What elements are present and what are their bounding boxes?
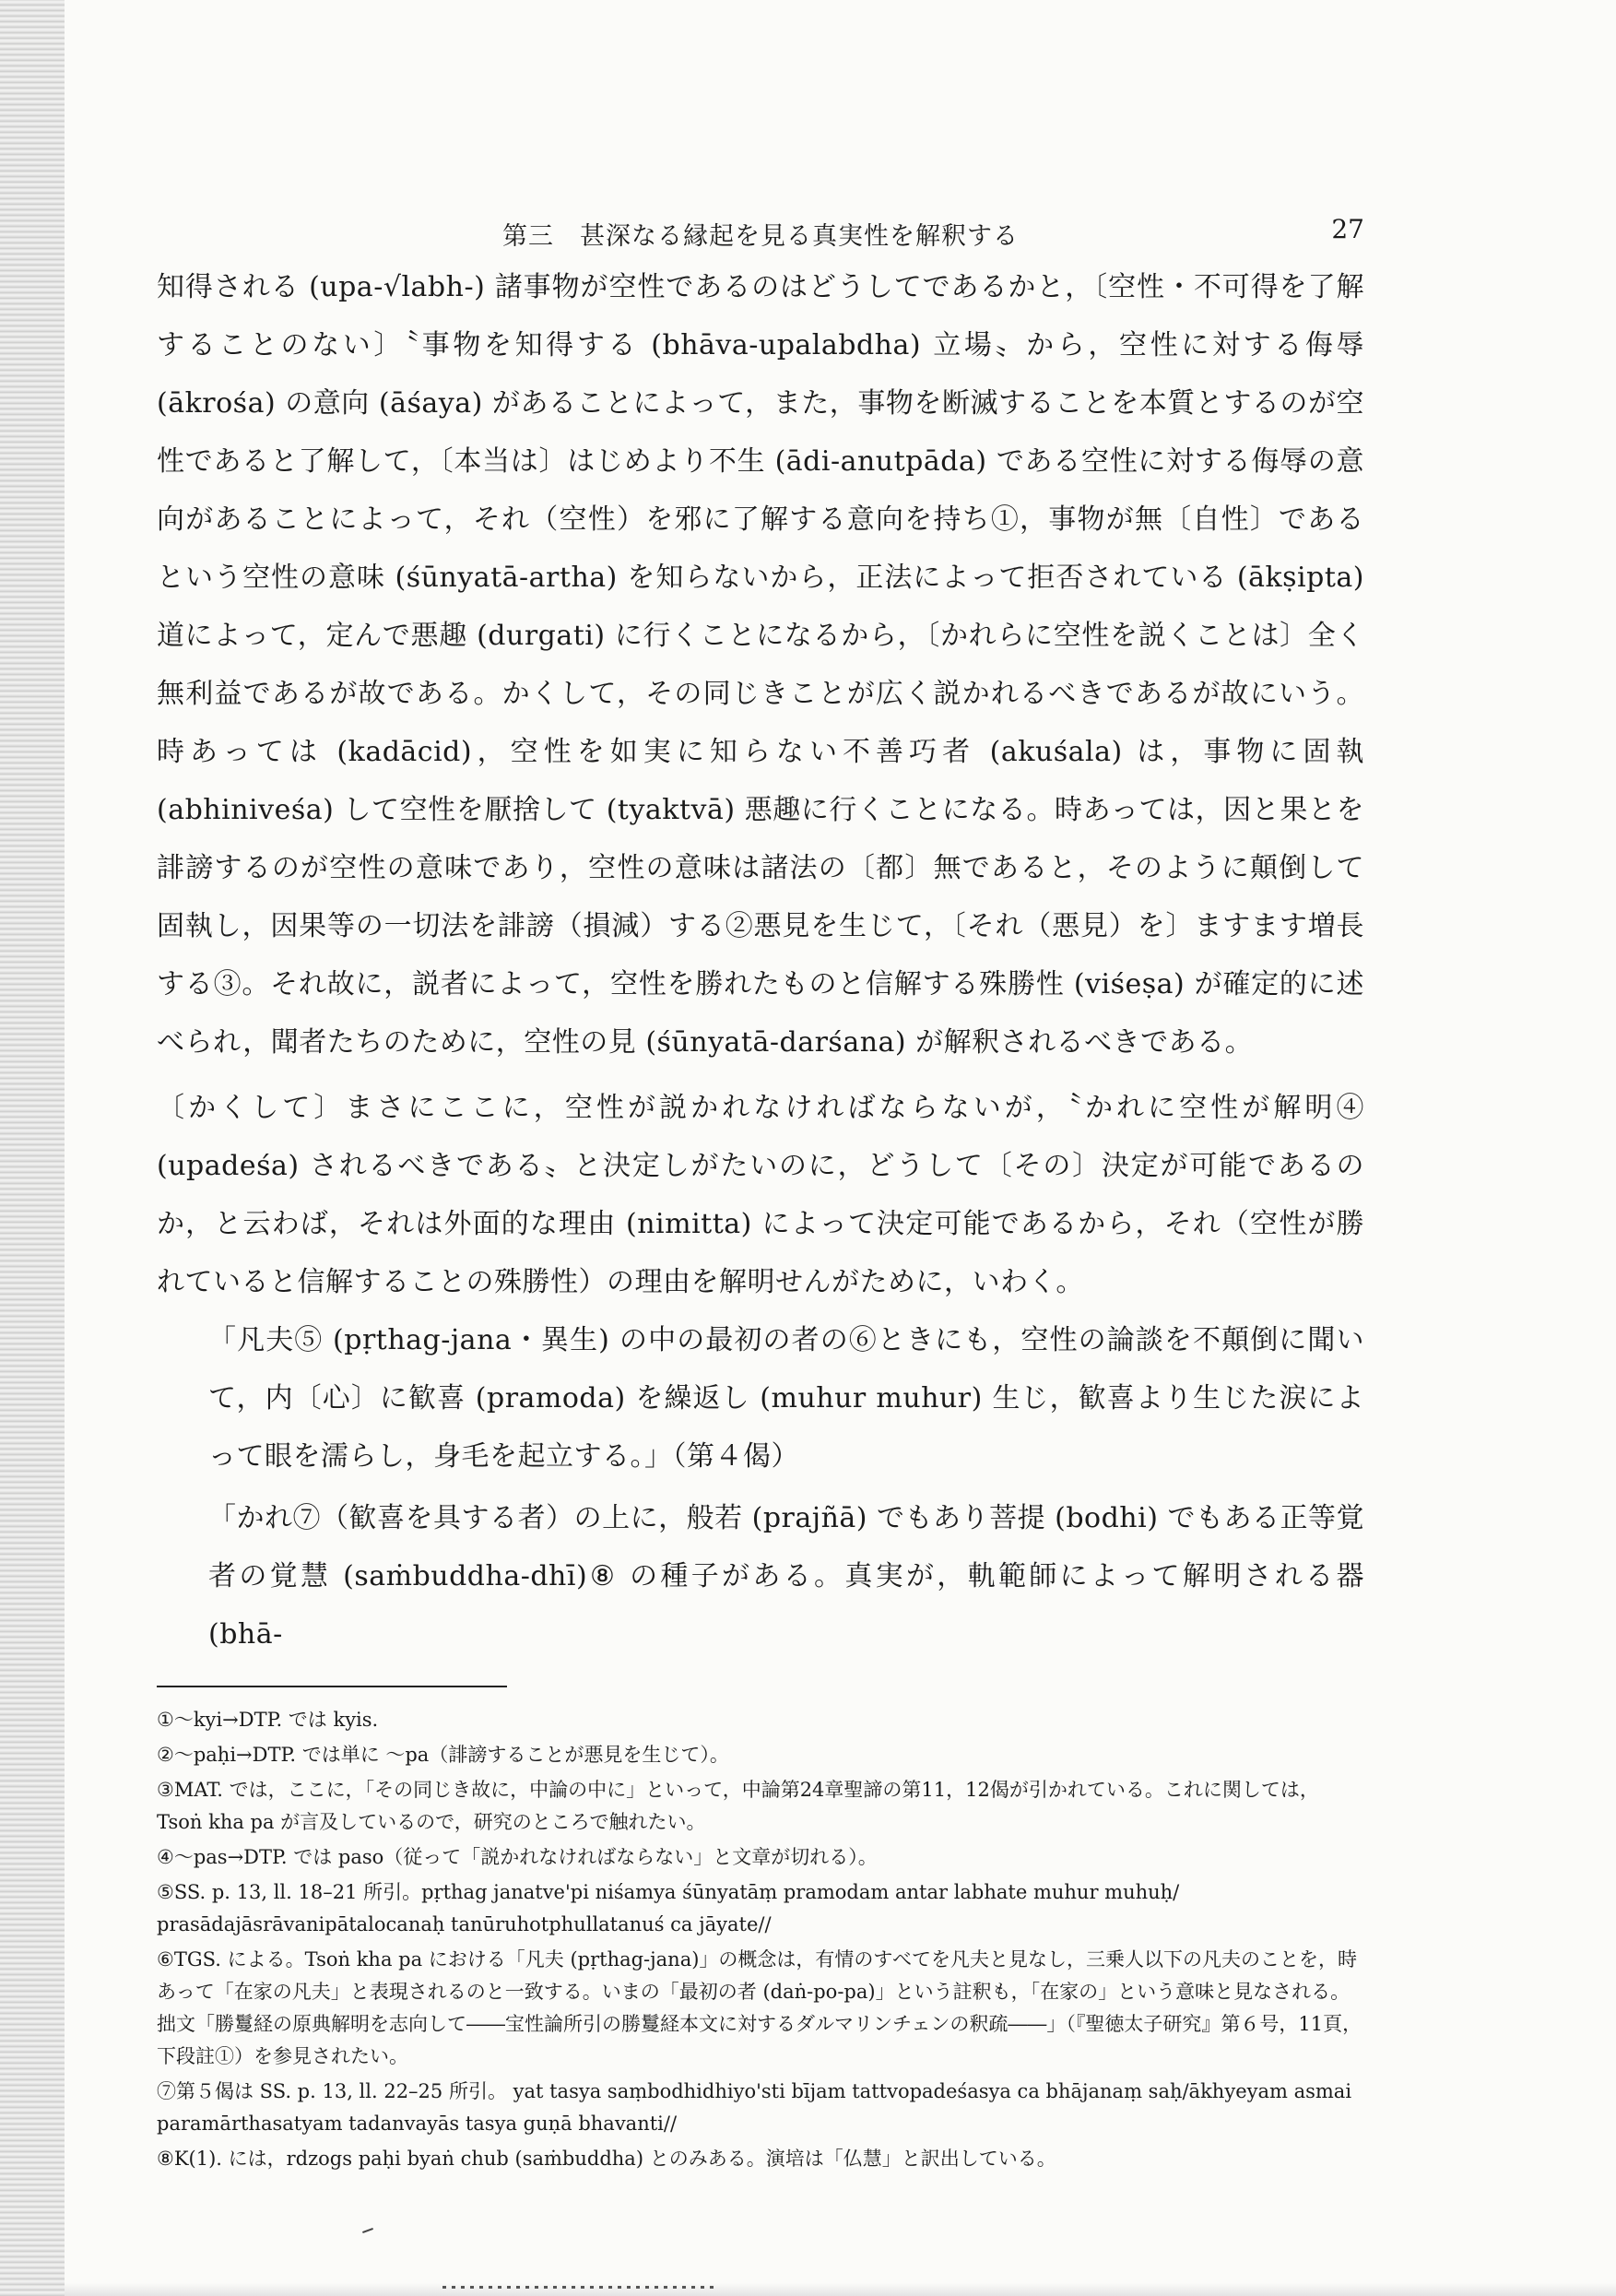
verse-quote-4: 「凡夫⑤ (pṛthag-jana・異生) の中の最初の者の⑥ときにも，空性の論談を不顛倒に聞いて，内〔心〕に歓喜 (pramoda) を繰返し (muhur muhur) 生じ，歓喜より生じた涙によって眼を濡らし，身毛を起立する。」（第４偈） xyxy=(208,1324,1364,1473)
scan-edge-shadow xyxy=(0,0,65,2296)
footnote-3: ③MAT. では，ここに，「その同じき故に，中論の中に」といって，中論第24章聖諦の第11，12偈が引かれている。これに関しては，Tsoṅ kha pa が言及しているので，研究のところで触れたい。 xyxy=(157,1779,1319,1833)
running-title: 第三 甚深なる縁起を見る真実性を解釈する xyxy=(502,222,1019,251)
footnote-1: ①～kyi→DTP. では kyis. xyxy=(157,1709,379,1731)
footnote-6: ⑥TGS. による。Tsoṅ kha pa における「凡夫 (pṛthag-jana)」の概念は，有情のすべてを凡夫と見なし，三乗人以下の凡夫のことを，時あって「在家の凡夫」と表現されるのと一致する。いまの「最初の者 (daṅ-po-pa)」という註釈も，「在家の」という意味と見なされる。拙文「勝鬘経の原典解明を志向して――宝性論所引の勝鬘経本文に対するダルマリンチェンの釈疏――」（『聖徳太子研究』第６号，11頁，下段註①）を参見されたい。 xyxy=(157,1948,1362,2067)
footnote-rule xyxy=(157,1686,507,1687)
footnote-5: ⑤SS. p. 13, ll. 18–21 所引。pṛthag janatve'pi niśamya śūnyatāṃ pramodam antar labhate muhur muhuḥ/ prasādajāsrāvanipātalocanaḥ tanūruhotphullatanuś ca jāyate// xyxy=(157,1881,1180,1935)
verse-quote-5: 「かれ⑦（歓喜を具する者）の上に，般若 (prajñā) でもあり菩提 (bodhi) でもある正等覚者の覚慧 (saṁbuddha-dhī)⑧ の種子がある。真実が，軌範師によって解明される器 (bhā- xyxy=(208,1502,1364,1651)
stray-scan-mark xyxy=(362,2228,373,2233)
page-header xyxy=(157,212,1364,258)
footnote-8: ⑧K(1). には，rdzogs paḥi byaṅ chub (saṁbuddha) とのみある。演培は「仏慧」と訳出している。 xyxy=(157,2148,1056,2170)
scan-bottom-shadow xyxy=(65,2283,1616,2296)
footnote-2: ②～paḥi→DTP. では単に ～pa（誹謗することが悪見を生じて）。 xyxy=(157,1744,729,1766)
footnotes xyxy=(157,1704,1364,2175)
footnote-7: ⑦第５偈は SS. p. 13, ll. 22–25 所引。 yat tasya saṃbodhidhiyo'sti bījam tattvopadeśasya ca bhājanaṃ saḥ/ākhyeyam asmai paramārthasatyam tadanvayās tasya guṇā bhavanti// xyxy=(157,2080,1352,2135)
document-page xyxy=(157,212,1364,2175)
footnote-4: ④～pas→DTP. では paso（従って「説かれなければならない」と文章が切れる）。 xyxy=(157,1846,878,1868)
page-number: 27 xyxy=(1331,214,1364,244)
body-paragraph-2: 〔かくして〕まさにここに，空性が説かれなければならないが，〝かれに空性が解明④ (upadeśa) されるべきである〟と決定しがたいのに，どうして〔その〕決定が可能であるのか，と云わば，それは外面的な理由 (nimitta) によって決定可能であるから，それ（空性が勝れていると信解することの殊勝性）の理由を解明せんがために，いわく。 xyxy=(157,1092,1364,1298)
scan-bottom-dots xyxy=(442,2286,719,2289)
body-paragraph-1: 知得される (upa-√labh-) 諸事物が空性であるのはどうしてであるかと，〔空性・不可得を了解することのない〕〝事物を知得する (bhāva-upalabdha) 立場〟から，空性に対する侮辱 (ākrośa) の意向 (āśaya) があることによって，また，事物を断滅することを本質とするのが空性であると了解して，〔本当は〕はじめより不生 (ādi-anutpāda) である空性に対する侮辱の意向があることによって，それ（空性）を邪に了解する意向を持ち①，事物が無〔自性〕であるという空性の意味 (śūnyatā-artha) を知らないから，正法によって拒否されている (ākṣipta) 道によって，定んで悪趣 (durgati) に行くことになるから，〔かれらに空性を説くことは〕全く無利益であるが故である。かくして，その同じきことが広く説かれるべきであるが故にいう。時あっては (kadācid)，空性を如実に知らない不善巧者 (akuśala) は，事物に固執 (abhiniveśa) して空性を厭捨して (tyaktvā) 悪趣に行くことになる。時あっては，因と果とを誹謗するのが空性の意味であり，空性の意味は諸法の〔都〕無であると，そのように顛倒して固執し，因果等の一切法を誹謗（損減）する②悪見を生じて，〔それ（悪見）を〕ますます増長する③。それ故に，説者によって，空性を勝れたものと信解する殊勝性 (viśeṣa) が確定的に述べられ，聞者たちのために，空性の見 (śūnyatā-darśana) が解釈されるべきである。 xyxy=(157,271,1364,1059)
